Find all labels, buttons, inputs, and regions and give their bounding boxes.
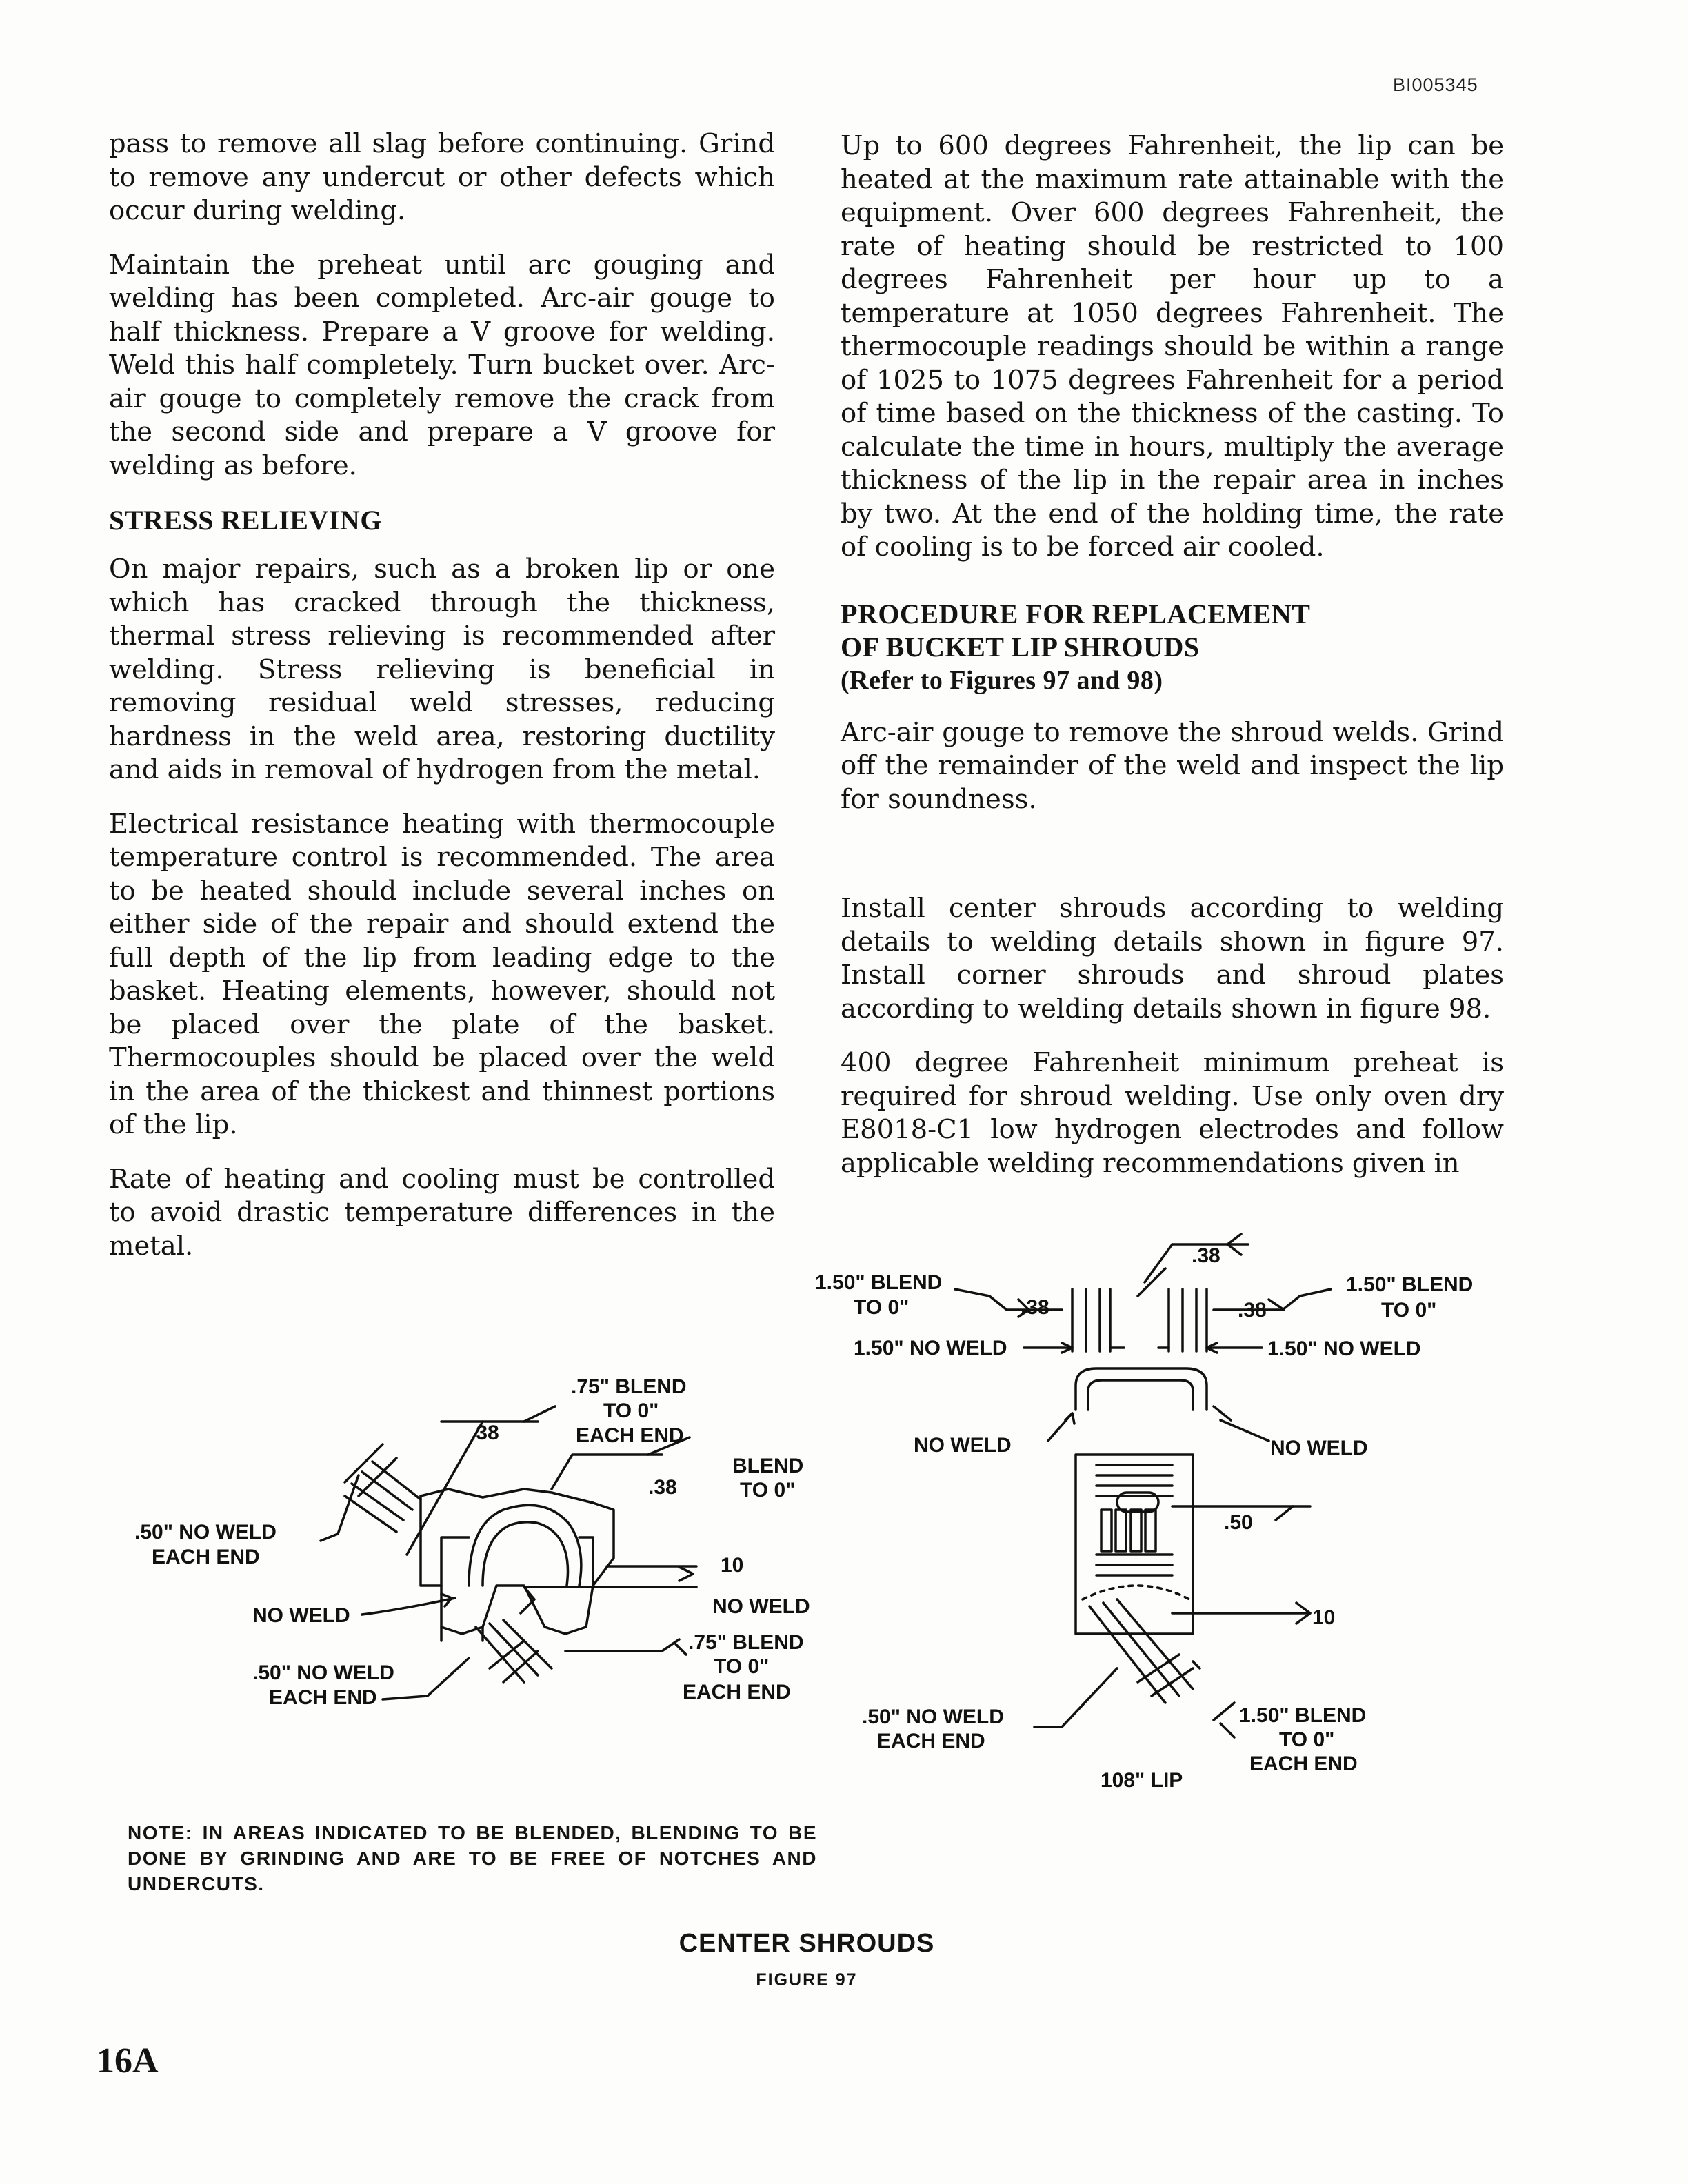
label-blend-to-0: TO 0"	[714, 1655, 770, 1678]
heading-line: PROCEDURE FOR REPLACEMENT	[841, 598, 1311, 629]
label-no-weld: NO WELD	[712, 1595, 810, 1618]
paragraph: Electrical resistance heating with thermocouple temperature control is recommended. The area to be heated should include several inches on either side of the repair and should extend the full depth of the lip from leading edge to the basket. Heating elements, however, should not be placed over the plate of the basket. Thermocouples should be placed over the weld in the area of the thickest and thinnest portions of the lip.	[109, 808, 775, 1140]
label-blend-to-0: TO 0"	[1381, 1299, 1437, 1322]
right-shroud-drawing	[955, 1234, 1331, 1737]
label-blend-to-0: TO 0"	[1279, 1728, 1335, 1751]
label-each-end: EACH END	[1249, 1752, 1358, 1775]
paragraph: Arc-air gouge to remove the shroud welds. Grind off the remainder of the weld and inspect the lip for soundness.	[841, 716, 1504, 815]
label-blend-to-0: TO 0"	[740, 1479, 796, 1502]
label-no-weld: NO WELD	[1270, 1437, 1368, 1459]
heading-line: OF BUCKET LIP SHROUDS	[841, 631, 1200, 663]
weld-size-038: .38	[470, 1422, 499, 1444]
label-blend-150: 1.50" BLEND	[1239, 1704, 1367, 1727]
label-each-end: EACH END	[269, 1686, 377, 1709]
label-each-end: EACH END	[152, 1546, 260, 1568]
label-each-end: EACH END	[683, 1681, 791, 1703]
paragraph: On major repairs, such as a broken lip or one which has cracked through the thickness, thermal stress relieving is recommended after welding. Stress relieving is beneficial in removing residual weld stresses, reducing hardness in the weld area, restoring ductility and aids in removal of hydrogen from the metal.	[109, 554, 775, 785]
weld-size-050: .50	[1224, 1511, 1253, 1534]
weld-size-10: 10	[1312, 1606, 1336, 1629]
label-blend-150: 1.50" BLEND	[815, 1271, 943, 1294]
label-lip-size: 108" LIP	[1101, 1769, 1183, 1792]
label-blend-to-0: TO 0"	[603, 1399, 659, 1422]
left-shroud-drawing	[321, 1406, 696, 1699]
label-no-weld-050: .50" NO WELD	[252, 1661, 394, 1684]
paragraph: Maintain the preheat until arc gouging and welding has been completed. Arc-air gouge to half thickness. Prepare a V groove for welding. Weld this half completely. Turn bucket over. Arc-air gouge to completely remove the crack from the second side and prepare a V groove for welding as before.	[109, 249, 775, 481]
label-blend: BLEND	[732, 1455, 804, 1477]
label-no-weld: NO WELD	[252, 1604, 350, 1627]
figure-number: FIGURE 97	[756, 1970, 858, 1990]
label-each-end: EACH END	[576, 1424, 684, 1447]
figure-title: CENTER SHROUDS	[679, 1929, 935, 1958]
label-no-weld-150: 1.50" NO WELD	[854, 1337, 1007, 1359]
label-blend-75: .75" BLEND	[688, 1631, 804, 1654]
heading-reference: (Refer to Figures 97 and 98)	[841, 665, 1163, 695]
label-blend-to-0: TO 0"	[854, 1296, 910, 1319]
weld-size-038: .38	[1021, 1296, 1049, 1319]
paragraph: Rate of heating and cooling must be controlled to avoid drastic temperature differences in the metal.	[109, 1163, 775, 1262]
weld-size-038: .38	[1238, 1299, 1267, 1322]
paragraph: 400 degree Fahrenheit minimum preheat is required for shroud welding. Use only oven dry E8018-C1 low hydrogen electrodes and follow applicable welding recommendations given in	[841, 1047, 1504, 1179]
section-heading-stress-relieving: STRESS RELIEVING	[109, 505, 382, 536]
weld-size-038: .38	[648, 1476, 677, 1499]
label-blend-75: .75" BLEND	[571, 1375, 687, 1398]
figure-note: NOTE: IN AREAS INDICATED TO BE BLENDED, BLENDING TO BE DONE BY GRINDING AND ARE TO BE FREE OF NOTCHES AND UNDERCUTS.	[128, 1822, 817, 1894]
paragraph: Up to 600 degrees Fahrenheit, the lip can be heated at the maximum rate attainable with the equipment. Over 600 degrees Fahrenheit, the rate of heating should be restricted to 100 degrees Fahrenheit per hour up to a temperature at 1050 degrees Fahrenheit. The thermocouple readings should be within a range of 1025 to 1075 degrees Fahrenheit for a period of time based on the thickness of the casting. To calculate the time in hours, multiply the average thickness of the lip in the repair area in inches by two. At the end of the holding time, the rate of cooling is to be forced air cooled.	[841, 130, 1504, 563]
weld-size-10: 10	[721, 1554, 744, 1577]
paragraph: pass to remove all slag before continuing. Grind to remove any undercut or other defects which occur during welding.	[109, 128, 775, 226]
paragraph: Install center shrouds according to welding details to welding details shown in figure 97. Install corner shrouds and shroud plates according to welding details shown in figure 98.	[841, 893, 1504, 1024]
label-no-weld-050: .50" NO WELD	[134, 1521, 277, 1544]
label-no-weld-050: .50" NO WELD	[862, 1706, 1004, 1728]
label-no-weld: NO WELD	[914, 1434, 1012, 1457]
label-blend-150: 1.50" BLEND	[1346, 1273, 1474, 1296]
weld-size-038: .38	[1192, 1244, 1220, 1267]
label-no-weld-150: 1.50" NO WELD	[1267, 1337, 1421, 1360]
page-number: 16A	[97, 2041, 159, 2081]
document-id: BI005345	[1393, 74, 1478, 95]
label-each-end: EACH END	[877, 1730, 985, 1752]
